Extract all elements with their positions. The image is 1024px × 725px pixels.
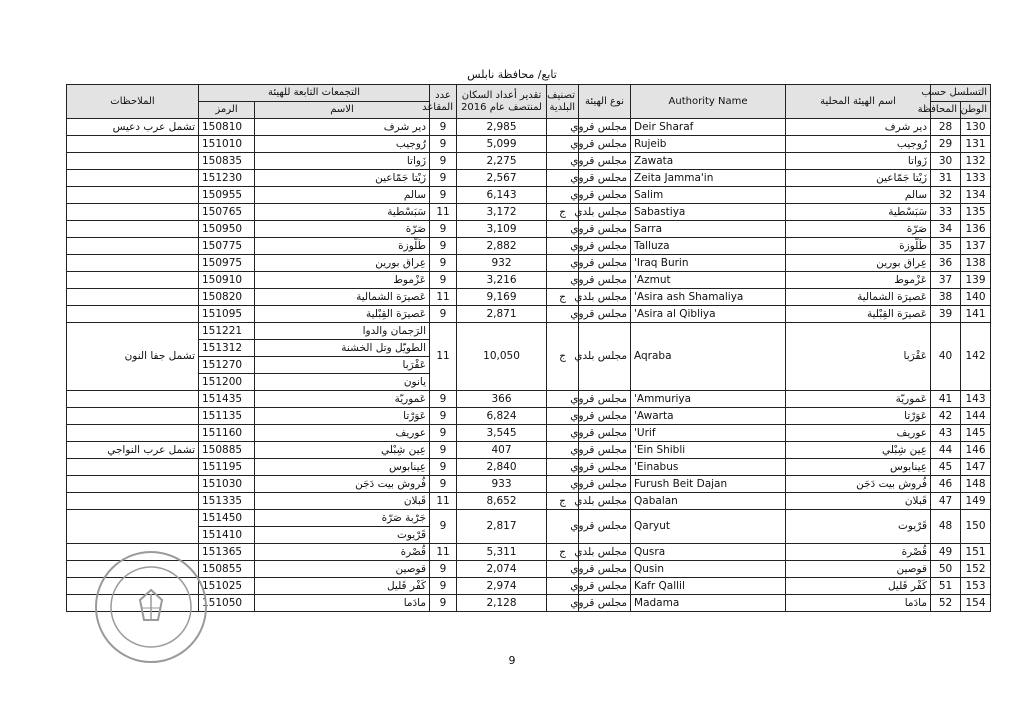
cell-serial-governorate: 43 bbox=[931, 425, 961, 442]
cell-notes bbox=[67, 170, 199, 187]
cell-serial-country: 137 bbox=[961, 238, 991, 255]
cell-serial-country: 149 bbox=[961, 493, 991, 510]
cell-local-name: مادَما bbox=[786, 595, 931, 612]
cell-cluster-code: 151025 bbox=[199, 578, 255, 595]
cell-type: مجلس قروي bbox=[579, 476, 631, 493]
cell-serial-country: 152 bbox=[961, 561, 991, 578]
cell-seats: 9 bbox=[430, 391, 457, 408]
cell-seats: 9 bbox=[430, 578, 457, 595]
cell-cluster-code: 151221 bbox=[199, 323, 255, 340]
cell-serial-governorate: 50 bbox=[931, 561, 961, 578]
table-row bbox=[67, 306, 991, 323]
page-number: 9 bbox=[508, 654, 516, 667]
cell-cluster-name: مادَما bbox=[255, 595, 430, 612]
cell-serial-country: 154 bbox=[961, 595, 991, 612]
cell-population: 932 bbox=[457, 255, 547, 272]
cell-population: 6,143 bbox=[457, 187, 547, 204]
table-row bbox=[67, 425, 991, 442]
cell-seats: 9 bbox=[430, 476, 457, 493]
cell-class: ج bbox=[547, 493, 579, 510]
cell-serial-governorate: 33 bbox=[931, 204, 961, 221]
cell-authority-name: 'Iraq Burin bbox=[631, 255, 786, 272]
cell-seats: 11 bbox=[430, 493, 457, 510]
cell-cluster-name: قُصْرة bbox=[255, 544, 430, 561]
cell-class: ج bbox=[547, 204, 579, 221]
cell-local-name: سالم bbox=[786, 187, 931, 204]
cell-authority-name: Sabastiya bbox=[631, 204, 786, 221]
cell-serial-governorate: 34 bbox=[931, 221, 961, 238]
cell-serial-country: 135 bbox=[961, 204, 991, 221]
cell-cluster-code: 150765 bbox=[199, 204, 255, 221]
cell-seats: 11 bbox=[430, 323, 457, 391]
cell-local-name: عَوَرْتا bbox=[786, 408, 931, 425]
cell-population: 9,169 bbox=[457, 289, 547, 306]
cell-type: مجلس قروي bbox=[579, 595, 631, 612]
cell-serial-governorate: 52 bbox=[931, 595, 961, 612]
cell-authority-name: Deir Sharaf bbox=[631, 119, 786, 136]
table-row bbox=[67, 187, 991, 204]
cell-population: 8,652 bbox=[457, 493, 547, 510]
cell-local-name: صَرّة bbox=[786, 221, 931, 238]
cell-cluster-name: صَرّة bbox=[255, 221, 430, 238]
header-serial-governorate: المحافظة bbox=[931, 102, 961, 119]
cell-serial-governorate: 45 bbox=[931, 459, 961, 476]
table-row bbox=[67, 153, 991, 170]
table-row bbox=[67, 442, 991, 459]
cell-serial-governorate: 38 bbox=[931, 289, 961, 306]
header-type: نوع الهيئة bbox=[579, 85, 631, 119]
cell-population: 3,545 bbox=[457, 425, 547, 442]
cell-cluster-code: 151030 bbox=[199, 476, 255, 493]
cell-population: 2,567 bbox=[457, 170, 547, 187]
cell-serial-governorate: 42 bbox=[931, 408, 961, 425]
cell-notes bbox=[67, 238, 199, 255]
cell-serial-governorate: 46 bbox=[931, 476, 961, 493]
cell-local-name: قَبلان bbox=[786, 493, 931, 510]
header-authority-name: Authority Name bbox=[631, 85, 786, 119]
cell-authority-name: Sarra bbox=[631, 221, 786, 238]
cell-seats: 9 bbox=[430, 595, 457, 612]
cell-cluster-name: جَرْبة صَرّة bbox=[255, 510, 430, 527]
cell-authority-name: Kafr Qallil bbox=[631, 578, 786, 595]
cell-cluster-code: 151160 bbox=[199, 425, 255, 442]
cell-local-name: رُوجيب bbox=[786, 136, 931, 153]
cell-cluster-code: 151050 bbox=[199, 595, 255, 612]
header-clusters: التجمعات التابعة للهيئة bbox=[199, 85, 430, 102]
table-row bbox=[67, 289, 991, 306]
cell-cluster-name: قَرْيوت bbox=[255, 527, 430, 544]
cell-cluster-code: 151270 bbox=[199, 357, 255, 374]
cell-notes: تشمل جفا النون bbox=[67, 323, 199, 391]
cell-cluster-code: 151450 bbox=[199, 510, 255, 527]
cell-authority-name: Madama bbox=[631, 595, 786, 612]
cell-serial-country: 140 bbox=[961, 289, 991, 306]
cell-serial-country: 130 bbox=[961, 119, 991, 136]
cell-cluster-code: 151010 bbox=[199, 136, 255, 153]
cell-cluster-name: عَصيرَة الشمالية bbox=[255, 289, 430, 306]
cell-seats: 11 bbox=[430, 289, 457, 306]
cell-cluster-code: 151195 bbox=[199, 459, 255, 476]
cell-cluster-code: 150975 bbox=[199, 255, 255, 272]
cell-seats: 9 bbox=[430, 561, 457, 578]
cell-notes bbox=[67, 425, 199, 442]
cell-cluster-name: الطويّل وتل الخشنة bbox=[255, 340, 430, 357]
cell-population: 2,985 bbox=[457, 119, 547, 136]
cell-notes bbox=[67, 153, 199, 170]
cell-cluster-name: فُروش بيت دَجَن bbox=[255, 476, 430, 493]
header-serial-country: الوطن bbox=[961, 102, 991, 119]
cell-type: مجلس قروي bbox=[579, 119, 631, 136]
table-row bbox=[67, 510, 991, 527]
header-row-1 bbox=[67, 85, 991, 102]
cell-population: 407 bbox=[457, 442, 547, 459]
header-cluster-code: الرمز bbox=[199, 102, 255, 119]
page-title: تابع/ محافظة نابلس bbox=[467, 68, 557, 81]
cell-notes bbox=[67, 255, 199, 272]
cell-cluster-code: 150855 bbox=[199, 561, 255, 578]
cell-population: 10,050 bbox=[457, 323, 547, 391]
cell-cluster-name: عَموريّة bbox=[255, 391, 430, 408]
cell-serial-governorate: 35 bbox=[931, 238, 961, 255]
cell-serial-governorate: 44 bbox=[931, 442, 961, 459]
cell-notes bbox=[67, 493, 199, 510]
cell-seats: 9 bbox=[430, 272, 457, 289]
cell-authority-name: Salim bbox=[631, 187, 786, 204]
cell-seats: 9 bbox=[430, 153, 457, 170]
cell-cluster-code: 150835 bbox=[199, 153, 255, 170]
table-row bbox=[67, 119, 991, 136]
cell-local-name: قَرْيوت bbox=[786, 510, 931, 544]
table-row bbox=[67, 204, 991, 221]
cell-population: 2,882 bbox=[457, 238, 547, 255]
cell-type: مجلس بلدي bbox=[579, 544, 631, 561]
cell-population: 3,172 bbox=[457, 204, 547, 221]
cell-serial-country: 134 bbox=[961, 187, 991, 204]
cell-serial-governorate: 48 bbox=[931, 510, 961, 544]
cell-serial-governorate: 36 bbox=[931, 255, 961, 272]
cell-authority-name: 'Awarta bbox=[631, 408, 786, 425]
cell-cluster-code: 150885 bbox=[199, 442, 255, 459]
cell-type: مجلس قروي bbox=[579, 578, 631, 595]
cell-cluster-name: قوصين bbox=[255, 561, 430, 578]
cell-cluster-code: 151312 bbox=[199, 340, 255, 357]
authorities-table bbox=[66, 84, 991, 612]
cell-type: مجلس قروي bbox=[579, 272, 631, 289]
cell-notes bbox=[67, 306, 199, 323]
table-body bbox=[67, 119, 991, 612]
cell-serial-governorate: 31 bbox=[931, 170, 961, 187]
cell-population: 2,871 bbox=[457, 306, 547, 323]
cell-authority-name: Qusra bbox=[631, 544, 786, 561]
cell-type: مجلس بلدي bbox=[579, 493, 631, 510]
cell-cluster-name: يانون bbox=[255, 374, 430, 391]
cell-local-name: عوريف bbox=[786, 425, 931, 442]
cell-local-name: عِين شِبْلي bbox=[786, 442, 931, 459]
cell-local-name: زَيْتا جَمّاعين bbox=[786, 170, 931, 187]
cell-seats: 9 bbox=[430, 306, 457, 323]
cell-serial-country: 151 bbox=[961, 544, 991, 561]
table-row bbox=[67, 408, 991, 425]
cell-serial-country: 138 bbox=[961, 255, 991, 272]
cell-population: 366 bbox=[457, 391, 547, 408]
cell-seats: 9 bbox=[430, 255, 457, 272]
cell-serial-country: 142 bbox=[961, 323, 991, 391]
cell-authority-name: Zeita Jamma'in bbox=[631, 170, 786, 187]
cell-local-name: عَصيرَة الشمالية bbox=[786, 289, 931, 306]
cell-local-name: كَفْر قَليل bbox=[786, 578, 931, 595]
cell-local-name: طَلّوزة bbox=[786, 238, 931, 255]
cell-type: مجلس قروي bbox=[579, 306, 631, 323]
cell-type: مجلس بلدي bbox=[579, 204, 631, 221]
cell-seats: 9 bbox=[430, 238, 457, 255]
table-row bbox=[67, 459, 991, 476]
cell-cluster-code: 151335 bbox=[199, 493, 255, 510]
cell-authority-name: 'Urif bbox=[631, 425, 786, 442]
cell-type: مجلس قروي bbox=[579, 408, 631, 425]
cell-notes bbox=[67, 221, 199, 238]
cell-cluster-name: عَصيرَة القِبْلية bbox=[255, 306, 430, 323]
cell-serial-governorate: 41 bbox=[931, 391, 961, 408]
cell-cluster-name: عَقْرَبا bbox=[255, 357, 430, 374]
header-local-name: اسم الهيئة المحلية bbox=[786, 85, 931, 119]
table-row bbox=[67, 391, 991, 408]
official-stamp bbox=[92, 548, 210, 666]
cell-seats: 9 bbox=[430, 442, 457, 459]
table-row bbox=[67, 170, 991, 187]
cell-cluster-code: 150810 bbox=[199, 119, 255, 136]
cell-population: 933 bbox=[457, 476, 547, 493]
cell-cluster-name: الرَجمان والدوا bbox=[255, 323, 430, 340]
cell-serial-governorate: 51 bbox=[931, 578, 961, 595]
cell-serial-country: 133 bbox=[961, 170, 991, 187]
cell-local-name: قوصين bbox=[786, 561, 931, 578]
table-row bbox=[67, 136, 991, 153]
cell-notes bbox=[67, 272, 199, 289]
cell-type: مجلس قروي bbox=[579, 221, 631, 238]
cell-population: 2,128 bbox=[457, 595, 547, 612]
cell-class: ج bbox=[547, 323, 579, 391]
cell-seats: 11 bbox=[430, 544, 457, 561]
cell-cluster-code: 151230 bbox=[199, 170, 255, 187]
cell-type: مجلس قروي bbox=[579, 153, 631, 170]
header-seats: عدد المقاعد bbox=[430, 85, 457, 119]
cell-population: 3,109 bbox=[457, 221, 547, 238]
cell-notes bbox=[67, 204, 199, 221]
table-row bbox=[67, 255, 991, 272]
cell-seats: 9 bbox=[430, 136, 457, 153]
cell-cluster-code: 151365 bbox=[199, 544, 255, 561]
cell-cluster-code: 150955 bbox=[199, 187, 255, 204]
cell-local-name: عَقْرَبا bbox=[786, 323, 931, 391]
cell-cluster-name: سَبَسْطية bbox=[255, 204, 430, 221]
cell-cluster-code: 150950 bbox=[199, 221, 255, 238]
cell-authority-name: Qaryut bbox=[631, 510, 786, 544]
cell-serial-country: 143 bbox=[961, 391, 991, 408]
cell-cluster-name: زَيْتا جَمّاعين bbox=[255, 170, 430, 187]
header-notes: الملاحظات bbox=[67, 85, 199, 119]
cell-serial-governorate: 29 bbox=[931, 136, 961, 153]
cell-seats: 9 bbox=[430, 510, 457, 544]
header-cluster-name: الاسم bbox=[255, 102, 430, 119]
cell-cluster-name: عوريف bbox=[255, 425, 430, 442]
cell-cluster-name: عَوَرْتا bbox=[255, 408, 430, 425]
cell-notes bbox=[67, 391, 199, 408]
cell-cluster-name: قَبلان bbox=[255, 493, 430, 510]
cell-population: 2,074 bbox=[457, 561, 547, 578]
cell-serial-country: 141 bbox=[961, 306, 991, 323]
cell-type: مجلس قروي bbox=[579, 238, 631, 255]
cell-authority-name: 'Asira ash Shamaliya bbox=[631, 289, 786, 306]
cell-cluster-name: كَفْر قَليل bbox=[255, 578, 430, 595]
table-row bbox=[67, 272, 991, 289]
cell-notes: تشمل عرب النواجي bbox=[67, 442, 199, 459]
cell-serial-country: 153 bbox=[961, 578, 991, 595]
cell-cluster-name: دير شرف bbox=[255, 119, 430, 136]
cell-seats: 11 bbox=[430, 204, 457, 221]
cell-type: مجلس قروي bbox=[579, 459, 631, 476]
cell-authority-name: Zawata bbox=[631, 153, 786, 170]
cell-cluster-code: 151410 bbox=[199, 527, 255, 544]
cell-population: 6,824 bbox=[457, 408, 547, 425]
cell-type: مجلس قروي bbox=[579, 187, 631, 204]
cell-serial-country: 131 bbox=[961, 136, 991, 153]
cell-serial-country: 145 bbox=[961, 425, 991, 442]
cell-notes: تشمل عرب دعيس bbox=[67, 119, 199, 136]
table-row bbox=[67, 476, 991, 493]
header-class: تصنيف البلدية bbox=[547, 85, 579, 119]
cell-type: مجلس قروي bbox=[579, 510, 631, 544]
cell-cluster-code: 150820 bbox=[199, 289, 255, 306]
cell-seats: 9 bbox=[430, 425, 457, 442]
cell-serial-country: 136 bbox=[961, 221, 991, 238]
cell-notes bbox=[67, 136, 199, 153]
cell-population: 5,099 bbox=[457, 136, 547, 153]
cell-serial-governorate: 49 bbox=[931, 544, 961, 561]
cell-serial-governorate: 39 bbox=[931, 306, 961, 323]
cell-local-name: عِراق بورين bbox=[786, 255, 931, 272]
cell-local-name: عَزْموط bbox=[786, 272, 931, 289]
cell-serial-country: 132 bbox=[961, 153, 991, 170]
cell-notes bbox=[67, 510, 199, 544]
cell-authority-name: 'Asira al Qibliya bbox=[631, 306, 786, 323]
cell-serial-governorate: 32 bbox=[931, 187, 961, 204]
header-population: تقدير أعداد السكان لمنتصف عام 2016 bbox=[457, 85, 547, 119]
cell-cluster-name: زَواتا bbox=[255, 153, 430, 170]
cell-type: مجلس قروي bbox=[579, 255, 631, 272]
cell-authority-name: Rujeib bbox=[631, 136, 786, 153]
cell-type: مجلس قروي bbox=[579, 391, 631, 408]
cell-population: 2,275 bbox=[457, 153, 547, 170]
cell-notes bbox=[67, 408, 199, 425]
cell-serial-governorate: 28 bbox=[931, 119, 961, 136]
cell-serial-country: 147 bbox=[961, 459, 991, 476]
table-row bbox=[67, 493, 991, 510]
cell-serial-governorate: 47 bbox=[931, 493, 961, 510]
cell-cluster-code: 151435 bbox=[199, 391, 255, 408]
cell-cluster-name: عِين شِبْلي bbox=[255, 442, 430, 459]
cell-authority-name: 'Ammuriya bbox=[631, 391, 786, 408]
cell-authority-name: Furush Beit Dajan bbox=[631, 476, 786, 493]
cell-serial-country: 144 bbox=[961, 408, 991, 425]
cell-type: مجلس قروي bbox=[579, 170, 631, 187]
cell-cluster-name: عِينابوس bbox=[255, 459, 430, 476]
cell-cluster-code: 150775 bbox=[199, 238, 255, 255]
cell-authority-name: Aqraba bbox=[631, 323, 786, 391]
cell-seats: 9 bbox=[430, 119, 457, 136]
cell-seats: 9 bbox=[430, 170, 457, 187]
header-serial-group: التسلسل حسب bbox=[931, 85, 991, 102]
cell-local-name: قُصْرة bbox=[786, 544, 931, 561]
table-row bbox=[67, 323, 991, 340]
cell-cluster-name: عَزْموط bbox=[255, 272, 430, 289]
cell-seats: 9 bbox=[430, 459, 457, 476]
cell-cluster-name: طَلّوزة bbox=[255, 238, 430, 255]
cell-authority-name: 'Azmut bbox=[631, 272, 786, 289]
cell-serial-country: 148 bbox=[961, 476, 991, 493]
cell-seats: 9 bbox=[430, 221, 457, 238]
cell-serial-country: 146 bbox=[961, 442, 991, 459]
cell-local-name: دير شرف bbox=[786, 119, 931, 136]
cell-authority-name: Qusin bbox=[631, 561, 786, 578]
cell-population: 2,974 bbox=[457, 578, 547, 595]
cell-population: 5,311 bbox=[457, 544, 547, 561]
cell-authority-name: Qabalan bbox=[631, 493, 786, 510]
cell-local-name: عَموريّة bbox=[786, 391, 931, 408]
cell-cluster-code: 150910 bbox=[199, 272, 255, 289]
cell-cluster-code: 151200 bbox=[199, 374, 255, 391]
cell-authority-name: Talluza bbox=[631, 238, 786, 255]
cell-serial-country: 139 bbox=[961, 272, 991, 289]
table-row bbox=[67, 238, 991, 255]
cell-local-name: عَصيرَة القِبْلية bbox=[786, 306, 931, 323]
cell-cluster-code: 151135 bbox=[199, 408, 255, 425]
cell-type: مجلس قروي bbox=[579, 442, 631, 459]
cell-local-name: سَبَسْطية bbox=[786, 204, 931, 221]
cell-type: مجلس قروي bbox=[579, 136, 631, 153]
cell-seats: 9 bbox=[430, 187, 457, 204]
cell-population: 2,840 bbox=[457, 459, 547, 476]
cell-serial-governorate: 37 bbox=[931, 272, 961, 289]
cell-seats: 9 bbox=[430, 408, 457, 425]
cell-type: مجلس قروي bbox=[579, 561, 631, 578]
cell-class: ج bbox=[547, 544, 579, 561]
cell-type: مجلس بلدي bbox=[579, 289, 631, 306]
cell-population: 2,817 bbox=[457, 510, 547, 544]
cell-serial-governorate: 30 bbox=[931, 153, 961, 170]
cell-notes bbox=[67, 476, 199, 493]
cell-notes bbox=[67, 187, 199, 204]
cell-serial-governorate: 40 bbox=[931, 323, 961, 391]
cell-cluster-name: عِراق بورين bbox=[255, 255, 430, 272]
cell-type: مجلس قروي bbox=[579, 425, 631, 442]
cell-authority-name: 'Einabus bbox=[631, 459, 786, 476]
cell-class: ج bbox=[547, 289, 579, 306]
cell-notes bbox=[67, 289, 199, 306]
cell-local-name: زَواتا bbox=[786, 153, 931, 170]
cell-cluster-name: سالم bbox=[255, 187, 430, 204]
cell-cluster-code: 151095 bbox=[199, 306, 255, 323]
cell-serial-country: 150 bbox=[961, 510, 991, 544]
cell-type: مجلس بلدي bbox=[579, 323, 631, 391]
cell-local-name: عِينابوس bbox=[786, 459, 931, 476]
cell-notes bbox=[67, 459, 199, 476]
table-row bbox=[67, 221, 991, 238]
cell-authority-name: 'Ein Shibli bbox=[631, 442, 786, 459]
cell-cluster-name: رُوجيب bbox=[255, 136, 430, 153]
cell-population: 3,216 bbox=[457, 272, 547, 289]
cell-local-name: فُروش بيت دَجَن bbox=[786, 476, 931, 493]
